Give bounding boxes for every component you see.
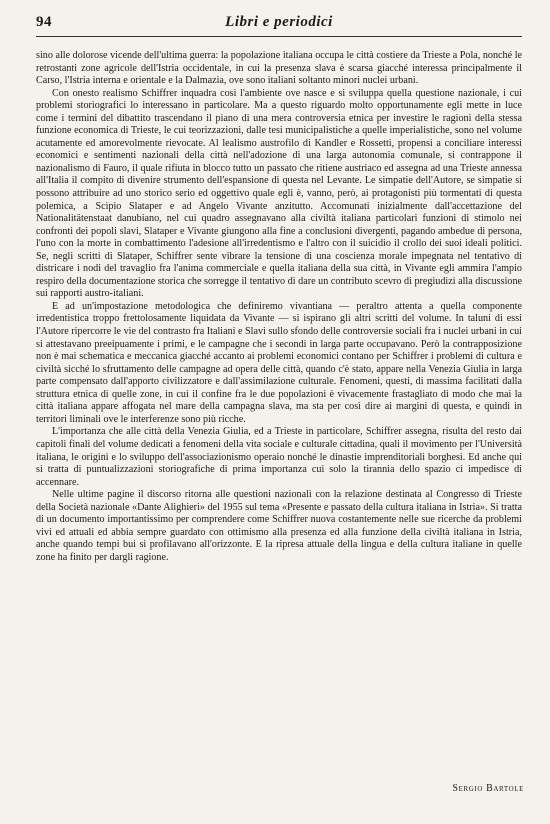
header-rule [36, 36, 522, 37]
paragraph: E ad un'impostazione metodologica che definiremo vivantiana — peraltro attenta a quella componente irredentistica troppo frettolosamente liquidata da Vivante — si ispirano gli altri scritti del volume. In taluni di essi l'Autore ripercorre le vie del contrasto fra Italiani e Slavi sullo sfondo delle controversie sociali fra i nuclei urbani in cui si attestavano preeipuamente i primi, e le campagne che i secondi in larga parte occupavano. Però la contrapposizione non è mai schematica e meccanica giacché accanto ai problemi economici contano per Schiffrer i problemi di cultura e civiltà sicché lo sfruttamento delle campagne ad opera delle città, quando c'è stato, appare nella Venezia Giulia in larga parte compensato dall'apporto civilizzatore e dall'assimilazione culturale. Fenomeni, questi, di massima facilitati dalla struttura etnica di quelle zone, in cui il confine fra le due popolazioni è vivacemente frastagliato di modo che mai la città italiana appare affogata nel mare della campagna slava, ma sta per così dire ai margini di questa, e quindi in territori liminali ove le interferenze sono più ricche. [36, 300, 522, 425]
page-number: 94 [36, 14, 52, 30]
article-body [36, 50, 522, 564]
paragraph: Nelle ultime pagine il discorso ritorna alle questioni nazionali con la relazione destinata al Congresso di Trieste della Società nazionale «Dante Alighieri» del 1955 sul tema «Presente e passato della cultura italiana in Istria». Si tratta di un documento importantissimo per comprendere come Schiffrer nuova costantemente nelle sue ricerche da problemi vivi ed attuali ed abbia sempre guardato con ottimismo alla presenza ed alla funzione della civiltà italiana in Istria, anche quando tempi bui si profilavano all'orizzonte. E la ripresa attuale della lingua e della cultura italiane in quelle zone ha finito per dargli ragione. [36, 489, 522, 563]
page-header [36, 14, 522, 36]
paragraph: L'importanza che alle città della Venezia Giulia, ed a Trieste in particolare, Schiffrer assegna, risulta del resto dai capitoli finali del volume dedicati a fenomeni della vita sociale e culturale cittadina, quali il movimento per l'Università italiana, le origini e lo sviluppo dell'associazionismo operaio nonché le dinastie imprenditoriali borghesi. Ed anche qui si tratta di puntualizzazioni storiografiche di prima importanza cui solo la tirannia dello spazio ci impedisce di accennare. [36, 426, 522, 488]
running-title: Libri e periodici [225, 14, 333, 30]
author-signature: Sergio Bartole [452, 783, 524, 794]
paragraph: sino alle dolorose vicende dell'ultima guerra: la popolazione italiana occupa le città costiere da Trieste a Pola, nonché le retrostanti zone agricole dell'Istria occidentale, in cui la presenza slava è scarsa giacché interessa principalmente il Carso, l'Istria interna e orientale e la Dalmazia, ove sono italiani soltanto minori nuclei urbani. [36, 50, 522, 87]
paragraph: Con onesto realismo Schiffrer inquadra così l'ambiente ove nasce e si sviluppa quella questione nazionale, i cui problemi storiografici lo interessano in particolare. Ma a questo riguardo molto opportunamente egli mette in luce come i termini del dibattito trascendano il piano di una mera controversia etnica per investire le ragioni della stessa funzione economica di Trieste, le cui teorizzazioni, dalle tesi municipalistiche a quelle imperialistiche, sono nel volume acutamente ed amorevolmente rievocate. Al lealismo austrofilo di Kandler e Rossetti, propensi a conciliare interessi economici e sentimenti nazionali della città nell'adozione di una larga autonomia comunale, si contrappone il nazionalismo di Fauro, il quale rifiuta in blocco tutto un passato che ritiene austriaco ed assegna ad una Trieste annessa all'Italia il compito di divenire strumento dell'espansione di questa nel Levante. Le simpatie dell'Autore, se simpatie si possono attribuire ad uno storico serio ed oggettivo quale egli è, vanno, però, ai protagonisti più tormentati di questa polemica, a Scipio Slataper e ad Angelo Vivante anzitutto. Accomunati inizialmente dall'accettazione del Nationalitätenstaat danubiano, nel cui quadro assegnavano alla civiltà italiana particolari funzioni di stimolo nei confronti dei popoli slavi, Slataper e Vivante giungono alla fine a conclusioni divergenti, pagando ambedue di persona, l'uno con la morte in combattimento l'adesione all'irredentismo e l'altro con il suicidio il crollo dei suoi ideali politici. Se, negli scritti di Slataper, Schiffrer sente vibrare la tensione di una coscienza morale impegnata nel tentativo di districare i nodi del travaglio fra l'anima commerciale e quella italiana della sua città, in Vivante egli ammira l'ampio respiro della documentazione storica che sorregge il tentativo di dare un contributo scevro di pregiudizi alla discussione sui rapporti austro-italiani. [36, 87, 522, 300]
